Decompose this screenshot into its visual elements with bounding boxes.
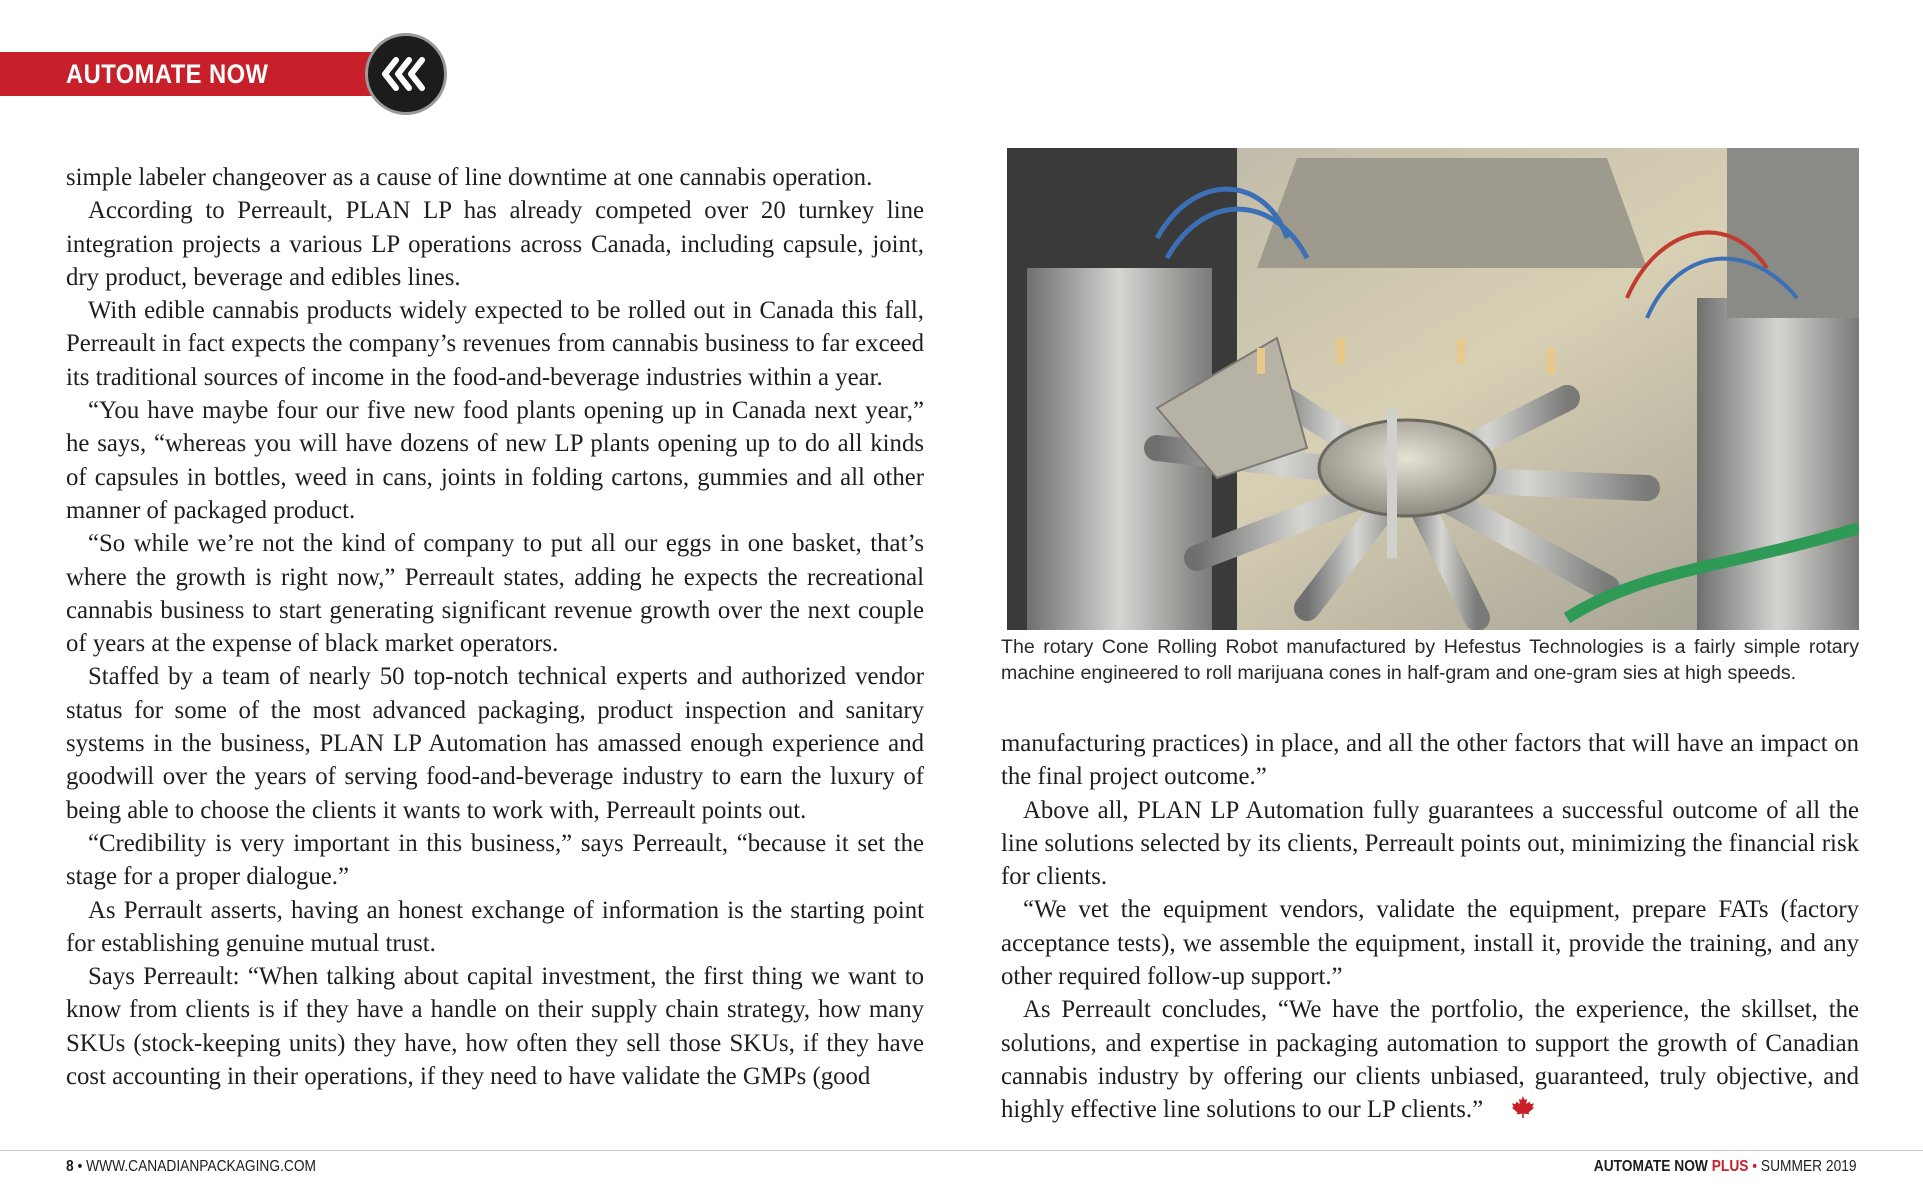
paragraph: Staffed by a team of nearly 50 top-notch technical experts and authorized vendor status for some of the most advanced packaging, product inspection and sanitary systems in the business, PLAN LP Automation has amassed enough experience and goodwill over the years of serving food-and-beverage industry to earn the luxury of being able to choose the clients it wants to work with, Perreault points out. (66, 663, 924, 824)
section-label: AUTOMATE NOW (66, 59, 269, 89)
maple-leaf-icon (1489, 1095, 1535, 1128)
triple-chevron-left-icon (365, 33, 447, 115)
paragraph: As Perrault asserts, having an honest exchange of information is the starting point for establishing genuine mutual trust. (66, 896, 924, 957)
publication-plus: PLUS (1712, 1158, 1749, 1175)
paragraph: “So while we’re not the kind of company to put all our eggs in one basket, that’s where the growth is right now,” Perreault states, adding he expects the recreational cannabis business to start generating significant revenue growth over the next couple of years at the expense of black market operators. (66, 530, 924, 658)
publication-name: AUTOMATE NOW (1594, 1158, 1709, 1175)
article-left-column (66, 161, 924, 1093)
footer-left (66, 1155, 316, 1179)
paragraph: “We vet the equipment vendors, validate the equipment, prepare FATs (factory acceptance tests), we assemble the equipment, install it, provide the training, and any other required follow-up support.” (1001, 896, 1859, 991)
photo-caption: The rotary Cone Rolling Robot manufactured by Hefestus Technologies is a fairly simple rotary machine engineered to roll marijuana cones in half-gram and one-gram sies at high speeds. (1001, 636, 1859, 684)
article-right-column (1001, 727, 1859, 1129)
footer-rule (0, 1150, 1923, 1151)
paragraph: “Credibility is very important in this business,” says Perreault, “because it set the stage for a proper dialogue.” (66, 829, 924, 891)
footer-separator: • (77, 1158, 83, 1175)
section-banner (0, 52, 372, 96)
paragraph (1001, 993, 1859, 1128)
paragraph: Says Perreault: “When talking about capital investment, the first thing we want to know from clients is if they have a handle on their supply chain strategy, how many SKUs (stock-keeping units) they have, how often they sell those SKUs, if they have cost accounting in their operations, if they need to have validate the GMPs (good (66, 963, 924, 1091)
page-number: 8 (66, 1158, 74, 1175)
machine-photo (1007, 148, 1859, 630)
paragraph: simple labeler changeover as a cause of line downtime at one cannabis operation. (66, 164, 873, 191)
footer-right (1594, 1155, 1857, 1179)
paragraph: manufacturing practices) in place, and all the other factors that will have an impact on the final project outcome.” (1001, 730, 1859, 791)
paragraph: According to Perreault, PLAN LP has already competed over 20 turnkey line integration projects a various LP operations across Canada, including capsule, joint, dry product, beverage and edibles lines. (66, 197, 924, 291)
paragraph: “You have maybe four our five new food plants opening up in Canada next year,” he says, “whereas you will have dozens of new LP plants opening up to do all kinds of capsules in bottles, weed in cans, joints in folding cartons, gummies and all other manner of packaged product. (66, 397, 924, 524)
paragraph-text: As Perreault concludes, “We have the portfolio, the experience, the skillset, the solutions, and expertise in packaging automation to support the growth of Canadian cannabis industry by offering our clients unbiased, guaranteed, truly objective, and highly effective line solutions to our LP clients.” (1001, 996, 1859, 1124)
issue-date: SUMMER 2019 (1761, 1158, 1857, 1175)
paragraph: Above all, PLAN LP Automation fully guarantees a successful outcome of all the line solutions selected by its clients, Perreault points out, minimizing the financial risk for clients. (1001, 796, 1859, 891)
footer-separator: • (1752, 1158, 1758, 1175)
paragraph: With edible cannabis products widely expected to be rolled out in Canada this fall, Perreault in fact expects the company’s revenues from cannabis business to far exceed its traditional sources of income in the food-and-beverage industries within a year. (66, 297, 924, 391)
website-link[interactable]: WWW.CANADIANPACKAGING.COM (86, 1158, 316, 1175)
